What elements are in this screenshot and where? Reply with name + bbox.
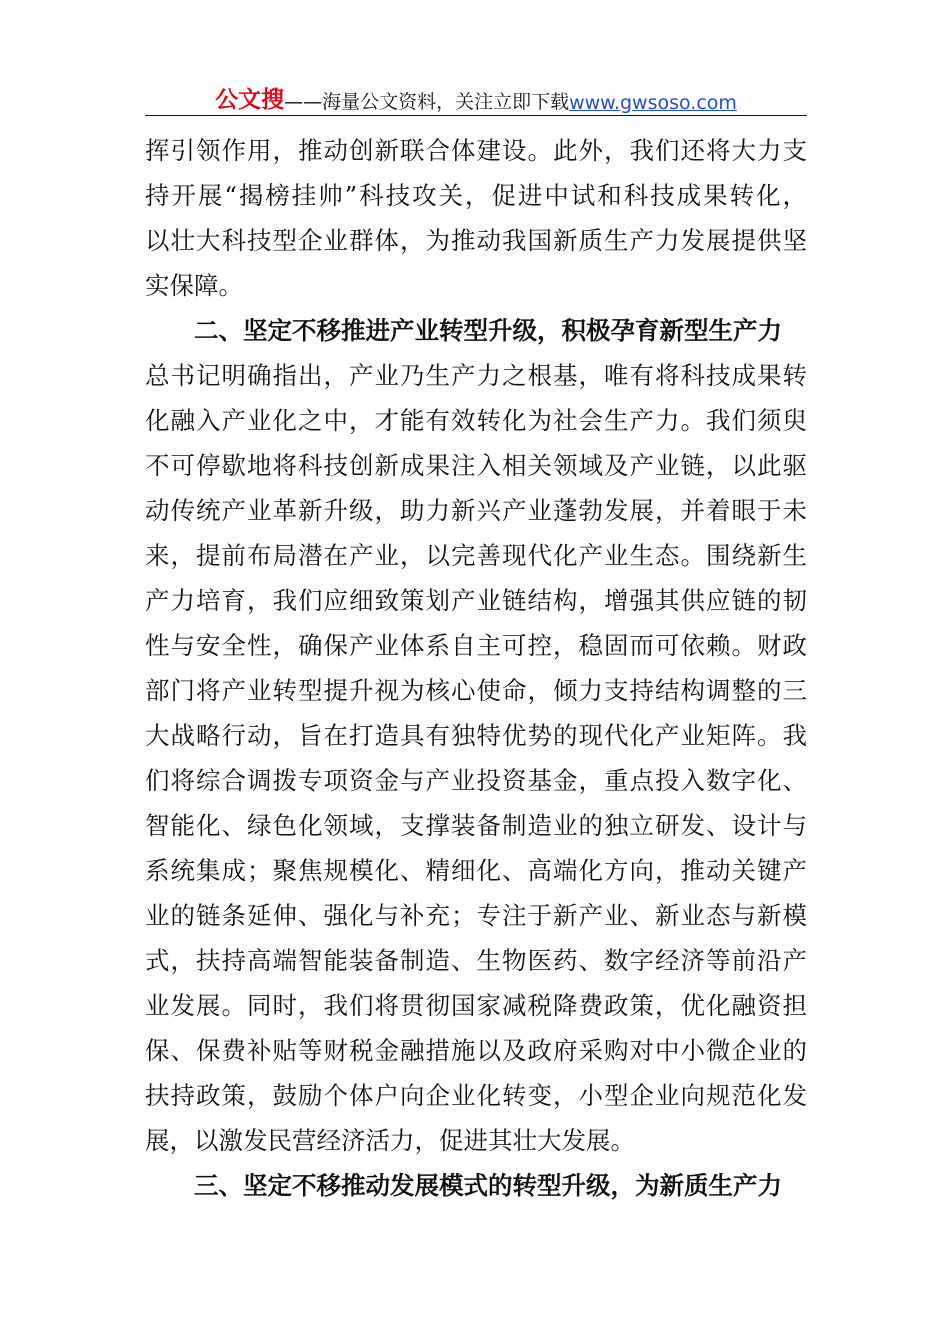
body-line: 们将综合调拨专项资金与产业投资基金，重点投入数字化、: [145, 766, 807, 795]
site-link[interactable]: www.gwsoso.com: [569, 92, 737, 114]
body-line: 保、保费补贴等财税金融措施以及政府采购对中小微企业的: [145, 1036, 807, 1065]
body-line: 产力培育，我们应细致策划产业链结构，增强其供应链的韧: [145, 586, 807, 615]
section-heading: 三、坚定不移推动发展模式的转型升级，为新质生产力: [194, 1171, 782, 1200]
body-line: 不可停歇地将科技创新成果注入相关领域及产业链，以此驱: [145, 451, 807, 480]
section-heading: 二、坚定不移推进产业转型升级，积极孕育新型生产力: [194, 316, 782, 345]
body-line: 实保障。: [145, 271, 243, 300]
document-header: [145, 84, 807, 114]
body-line: 智能化、绿色化领域，支撑装备制造业的独立研发、设计与: [145, 811, 807, 840]
body-line: 业的链条延伸、强化与补充；专注于新产业、新业态与新模: [145, 901, 807, 930]
body-line: 大战略行动，旨在打造具有独特优势的现代化产业矩阵。我: [145, 721, 807, 750]
brand-name: 公文搜: [215, 87, 285, 113]
body-line: 展，以激发民营经济活力，促进其壮大发展。: [145, 1126, 635, 1155]
body-line: 业发展。同时，我们将贯彻国家减税降费政策，优化融资担: [145, 991, 807, 1020]
body-line: 挥引领作用，推动创新联合体建设。此外，我们还将大力支: [145, 136, 807, 165]
body-line: 系统集成；聚焦规模化、精细化、高端化方向，推动关键产: [145, 856, 807, 885]
header-divider: [145, 115, 807, 116]
body-line: 总书记明确指出，产业乃生产力之根基，唯有将科技成果转: [145, 361, 807, 390]
header-tagline: ——海量公文资料，关注立即下载: [284, 91, 570, 113]
body-line: 式，扶持高端智能装备制造、生物医药、数字经济等前沿产: [145, 946, 807, 975]
document-body: [145, 128, 807, 1208]
body-line: 以壮大科技型企业群体，为推动我国新质生产力发展提供坚: [145, 226, 807, 255]
body-line: 持开展“揭榜挂帅”科技攻关，促进中试和科技成果转化，: [145, 181, 807, 210]
body-line: 化融入产业化之中，才能有效转化为社会生产力。我们须臾: [145, 406, 807, 435]
body-line: 部门将产业转型提升视为核心使命，倾力支持结构调整的三: [145, 676, 807, 705]
body-line: 动传统产业革新升级，助力新兴产业蓬勃发展，并着眼于未: [145, 496, 807, 525]
body-line: 性与安全性，确保产业体系自主可控，稳固而可依赖。财政: [145, 631, 807, 660]
body-line: 来，提前布局潜在产业，以完善现代化产业生态。围绕新生: [145, 541, 807, 570]
body-line: 扶持政策，鼓励个体户向企业化转变，小型企业向规范化发: [145, 1081, 807, 1110]
